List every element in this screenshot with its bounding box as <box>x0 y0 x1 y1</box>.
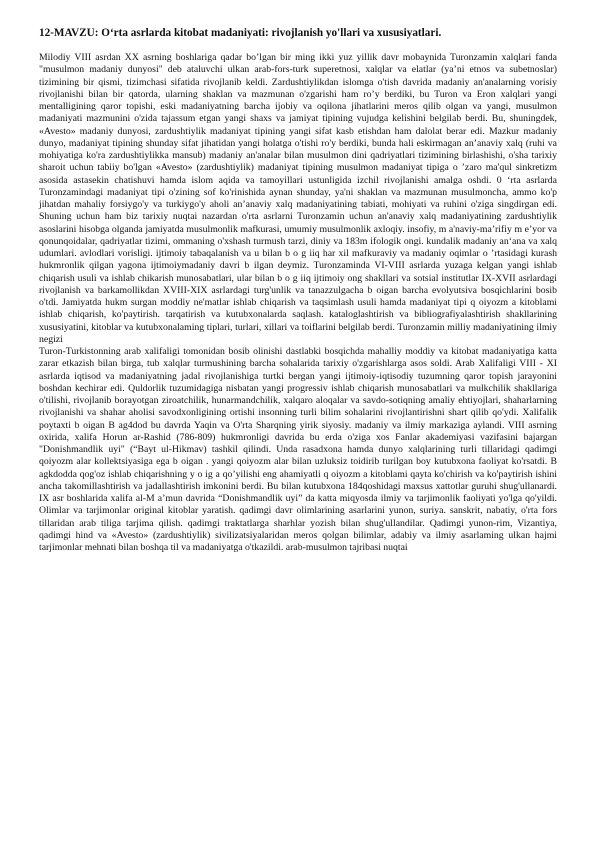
document-page <box>39 26 557 554</box>
paragraph-arab-caliphate: Turon-Turkistonning arab xalifaligi tomonidan bosib olinishi dastlabki bosqichda mahalliy moddiy va kitobat madaniyatiga katta zarar etkazish bilan birga, tub xalqlar turmushining barcha sohalarida tarixiy o'zgarishlarga asos soldi. Arab Xalifaligi VIII - XI asrlarda iqtisod va madaniyatning jadal rivojlanishiga turtki bergan yangi ijtimoiy-iqtisodiy tuzumning qaror topish jarayonini boshdan kechirar edi. Quldorlik tuzumidagiga nisbatan yangi progressiv ishlab chiqarish munosabatlari va mulkchilik shakllariga o'tilishi, rivojlanib borayotgan ziroatchilik, hunarmandchilik, xalqaro aloqalar va savdo-sotiqning amaliy ehtiyojlari, shaharlarning rivojlanishi va shahar aholisi savodxonligining ortishi insonning turli bilim sohalarini rivojlantirishni shart qilib qo'ydi. Xalifalik poytaxti b oigan B ag4dod bu davrda Yaqin va O'rta Sharqning yirik siyosiy. madaniy va ilmiy markaziga aylandi. VIII asrning oxirida, xalifa Horun ar-Rashid (786-809) hukmronligi davrida bu erda o'ziga xos Fanlar akademiyasi vazifasini bajargan "Donishmandlik uyi" (“Bayt ul-Hikmav) tashkil qilindi. Unda rasadxona hamda dunyo xalqlarining turli tillaridagi qadimgi qoiyozm alar kollektsiyasiga ega b oigan . yangi qoiyozm alar bilan uzluksiz toidirib turilgan boy kutubxona faoliyat ko'rsatdi. B agkdodda qog'oz ishlab chiqarishning y o ig a qo’yilishi eng ahamiyatli q oiyozm a kitoblami qayta ko'chirish va ko'paytirish ishini ancha takomillashtirish va jadallashtirish imkonini berdi. Bu bilan kutubxona 184qoshidagi maxsus xattotlar guruhi shug'ullanardi. IX asr boshlarida xalifa al-M a’mun davrida “Donishmandlik uyi” da katta miqyosda ilmiy va tarjimonlik faoliyati yo'lga qo'yildi. Olimlar va tarjimonlar original kitoblar yaratish. qadimgi davr olimlarining asarlarini yunon, suriya. sanskrit, nabatiy, o'rta fors tillaridan arab tiliga tarjima qilish. qadimgi traktatlarga sharhlar yozish bilan shug'ullandilar. Qadimgi yunon-rim, Vizantiya, qadimgi hind va «Avesto» (zardushtiylik) sivilizatsiyalaridan meros qolgan bilimlar, adabiy va ilmiy asarlaming ulkan hajmi tarjimonlar mehnati bilan boshqa til va madaniyatga o'tkazildi. arab-musulmon tajribasi nuqtai <box>39 346 557 553</box>
document-title: 12-MAVZU: O‘rta asrlarda kitobat madaniyati: rivojlanish yo'llari va xususiyatlari. <box>39 27 442 39</box>
paragraph-intro: Milodiy VIII asrdan XX asrning boshlariga qadar bo’lgan bir ming ikki yuz yillik davr mobaynida Turonzamin xalqlari fanda "musulmon madaniy dunyosi" deb ataluvchi ulkan arab-fors-turk superetnosi, xalqlar va elatlar (ya’ni etnos va subetnoslar) tizimining bir qismi, tizimchasi sifatida rivojlanib keldi. Zardushtiylikdan islomga o'tish davrida madaniy an'analarning vorisiy rivojlanishi bilan bir qatorda, ularning shaklan va mazmunan o'zgarishi ham ro’y berdiki, bu Turon va Eron xalqlari yangi mentalligining qaror topishi, eski madaniyatning barcha ijobiy va oqilona jihatlarini meros qilib olgan va yangi, musulmon madaniyati mazmunini o'zida tajassum etgan yangi shaxs va jamiyat tipining vujudga kelishini belgilab berdi. Bu, shuningdek, «Avesto» madaniy dunyosi, zardushtiylik madaniyat tipining yangi sifat kasb etishdan ham dalolat berar edi. Mazkur madaniy dunyo, madaniyat tipining shunday sifat jihatidan yangi holatga o'tishi ro'y berdiki, bunda hali eskirmagan an’anaviy xalq (ruhi va mohiyatiga ko'ra zardushtiylikka mansub) madaniy an'analar bilan musulmon dini qadriyatlari tizimining birlashishi, o'sha tarixiy sharoit uchun tabiiy bo'lgan «Avesto» (zardushtiylik) madaniyat tipining musulmon madaniyat tipiga o ’zaro ma'qul sinkretizm asosida astasekin chatishuvi hamda islom aqida va tamoyillari ustunligida izchil rivojlanishi amalga oshdi. 0 ‘rta asrlarda Turonzamindagi madaniyat tipi o'zining sof ko'rinishida aynan shunday, ya'ni shaklan va mazmunan musulmoncha, ammo ko'p jihatdan mahaliy forsiygo'y va turkiygo'y aholi an’anaviy xalq madaniyatining tabiati, mohiyati va ruhini o'ziga singdirgan edi. Shuning uchun ham biz tarixiy nuqtai nazardan o'rta asrlarni Turonzamin uchun an'anaviy xalq madaniyatining zardushtiylik asoslarini hisobga olganda jamiyatda musulmonlik mafkurasi, umumiy musulmonlik axloqiy. insofiy, m a'naviy-ma’rifiy m e’yor va qonunqoidalar, qadriyatlar tizimi, ommaning o'xshash turmush tarzi, diniy va 183m ifologik ongi. kundalik madaniy an‘ana va xalq udumlari. avlodlari vorisligi. ijtimoiy tabaqalanish va u bilan b o g iiq har xil mafkuraviy va madaniy oqimlar o ’rtasidagi kurash hukmronlik qilgan yagona ijtimoiymadaniy davri b ilgan deymiz. Turonzaminda VI-VIII asrlarda yuzaga kelgan yangi ishlab chiqarish usuli va ishlab chikarish munosabatlari, ular bilan b o g iiq ijtimoiy ong shakllari va sotsial institutlar IX-XVII asrlardagi rivojlanish va barkamollikdan XVIII-XIX asrlardagi turg'unlik va tanazzulgacha b oigan barcha evolyutsiva bosqichlarini bosib o'tdi. Jamiyatda hukm surgan moddiy ne'matlar ishlab chiqarish va taqsimlash usuli hamda madaniyat tipi q oiyozm a kitoblami ishlab chiqarish, ko'paytirish. tarqatirish va kutubxonalarda saqlash. kataloglashtirish va bibliografiyalashtirish shakllarining xususiyatini, kitoblar va kutubxonalaming tiplari, turlari, xillari va toiflarini belgilab berdi. Turonzamin milliy madaniyatining ilmiy negizi <box>39 52 557 345</box>
